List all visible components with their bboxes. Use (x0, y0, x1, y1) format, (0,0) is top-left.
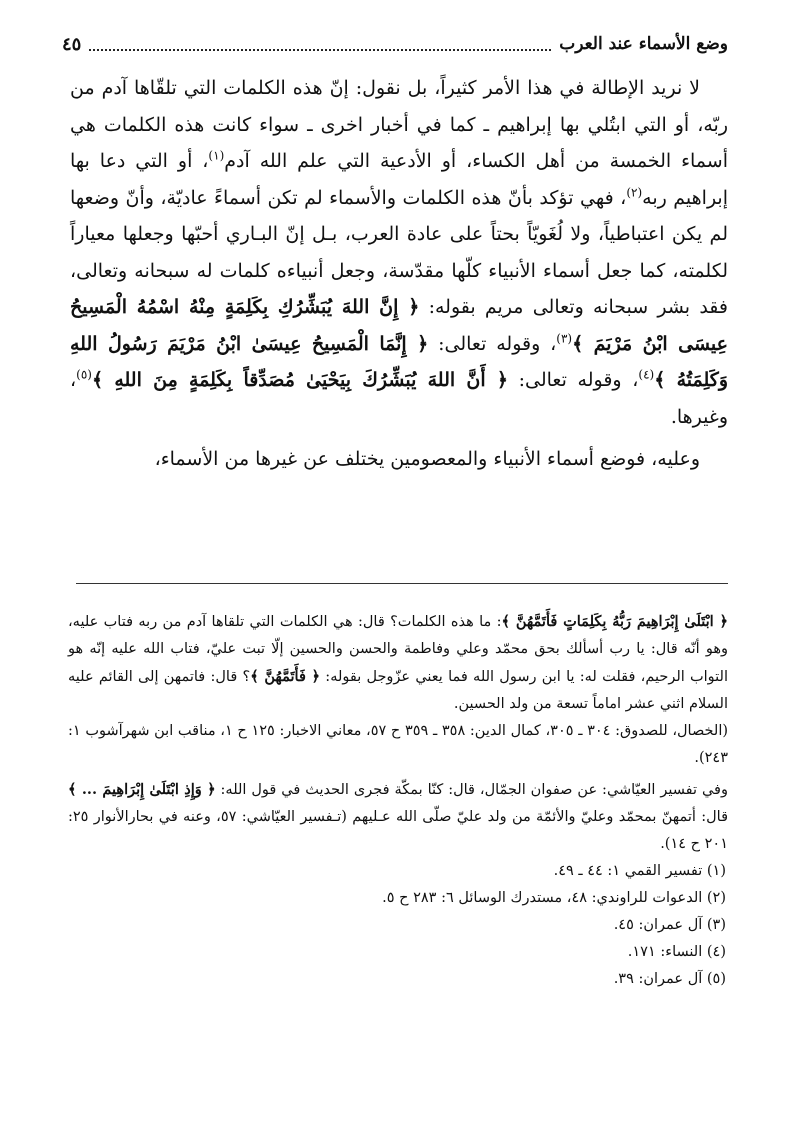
text-run: ، وغيرها. (70, 369, 728, 428)
text-run: لا نريد الإطالة في هذا الأمر كثيراً، بل نقول: إنّ هذه الكلمات التي تلقّاها آدم من ربّه، أو التي ابتُلي بها إبراهيم ـ كما في أخبار اخرى ـ سواء كانت هذه الكلمات هي أسماء الخمسة من أهل الكساء، أو الأدعية التي علم الله آدم (70, 77, 728, 172)
footnotes (68, 608, 728, 993)
footnote-ref-5: (٥) (76, 367, 92, 382)
text-run: ، فهي تؤكد بأنّ هذه الكلمات والأسماء لم تكن أسماءً عاديّة، وأنّ وضعها لم يكن اعتباطياً، ولا لُغَويّاً بحتاً على عادة العرب، بـل إنّ البـاري أحبّها وجعلها معياراً لكلمته، كما جعل أسماء الأنبياء كلّها مقدّسة، وجعل أنبياءه كلمات له سبحانه وتعالى، فقد بشر سبحانه وتعالى مريم بقوله: (70, 186, 728, 318)
quran-verse: ﴿ وَإِذِ ابْتَلَىٰ إِبْرَاهِيمَ ... ﴾ (68, 781, 216, 798)
main-text (70, 70, 728, 478)
footnote-4: (٤) النساء: ١٧١. (627, 944, 726, 960)
footnote-separator (76, 583, 728, 584)
footnote-citation: (الخصال، للصدوق: ٣٠٤ ـ ٣٠٥، كمال الدين: ٣٥٨ ـ ٣٥٩ ح ٥٧، معاني الاخبار: ١٢٥ ح ١، مناقب ابن شهرآشوب ١: ٢٤٣). (68, 723, 729, 766)
paragraph-1 (70, 70, 728, 435)
text-run: ، وقوله تعالى: (507, 369, 639, 391)
text-run: ؟ قال: فاتمهن إلى القائم عليه السلام اثني عشر اماماً تسعة من ولد الحسين. (68, 669, 728, 712)
text-run: قال: أتمهنّ بمحمّد وعليّ والأئمّة من ولد عليّ صلّى الله عـليهم (تـفسير العيّاشي: ٥٧، وعنه في بحارالأنوار ٢٥: ٢٠١ ح ١٤). (68, 809, 729, 852)
footnote-5: (٥) آل عمران: ٣٩. (613, 971, 726, 987)
quran-verse: ﴿ إِنَّمَا الْمَسِيحُ عِيسَىٰ ابْنُ مَرْيَمَ رَسُولُ اللهِ وَكَلِمَتُهُ ﴾ (70, 332, 728, 391)
footnote-ref-1: (١) (208, 148, 225, 163)
footnote-1: (١) تفسير القمي ١: ٤٤ ـ ٤٩. (553, 863, 726, 879)
quran-verse: ﴿ ابْتَلَىٰ إِبْرَاهِيمَ رَبُّهُ بِكَلِمَاتٍ فَأَتَمَّهُنَّ ﴾ (501, 613, 729, 630)
quran-verse: ﴿ فَأَتَمَّهُنَّ ﴾ (250, 668, 321, 685)
text-run: : ما هذه الكلمات؟ قال: هي الكلمات التي تلقاها آدم من ربه فتاب عليه، وهو أنّه قال: يا رب أسألك بحق محمّد وعلي وفاطمة والحسن والحسين إلّا تبت عليّ، فتاب الله عليه إنّه هو التواب الرحيم، فقلت له: يا ابن رسول الله فما يعني عزّوجل بقوله: (68, 614, 728, 685)
dotted-leader (89, 37, 551, 51)
footnote-continuation-2 (68, 776, 728, 858)
text-run: ، وقوله تعالى: (428, 332, 557, 355)
footnote-ref-2: (٢) (626, 185, 643, 200)
footnote-2: (٢) الدعوات للراوندي: ٤٨، مستدرك الوسائل ٦: ٢٨٣ ح ٥. (382, 890, 726, 906)
text-run: ، أو التي دعا بها إبراهيم ربه (70, 150, 728, 209)
text-run: وفي تفسير العيّاشي: عن صفوان الجمّال، قال: كنّا بمكّة فجرى الحديث في قول الله: (215, 782, 728, 798)
page-header (62, 30, 728, 58)
footnote-ref-3: (٣) (556, 331, 573, 346)
footnote-ref-4: (٤) (638, 367, 655, 382)
paragraph-2: وعليه، فوضع أسماء الأنبياء والمعصومين يختلف عن غيرها من الأسماء، (154, 448, 700, 470)
running-title: وضع الأسماء عند العرب (559, 34, 728, 54)
page-number: ٤٥ (62, 33, 82, 55)
quran-verse: ﴿ أَنَّ اللهَ يُبَشِّرُكَ بِيَحْيَىٰ مُصَدِّقاً بِكَلِمَةٍ مِنَ اللهِ ﴾ (91, 369, 508, 391)
footnote-continuation (68, 608, 728, 718)
quran-verse: ﴿ إِنَّ اللهَ يُبَشِّرُكِ بِكَلِمَةٍ مِنْهُ اسْمُهُ الْمَسِيحُ عِيسَى ابْنُ مَرْيَمَ ﴾ (70, 296, 728, 355)
footnote-3: (٣) آل عمران: ٤٥. (613, 917, 726, 933)
